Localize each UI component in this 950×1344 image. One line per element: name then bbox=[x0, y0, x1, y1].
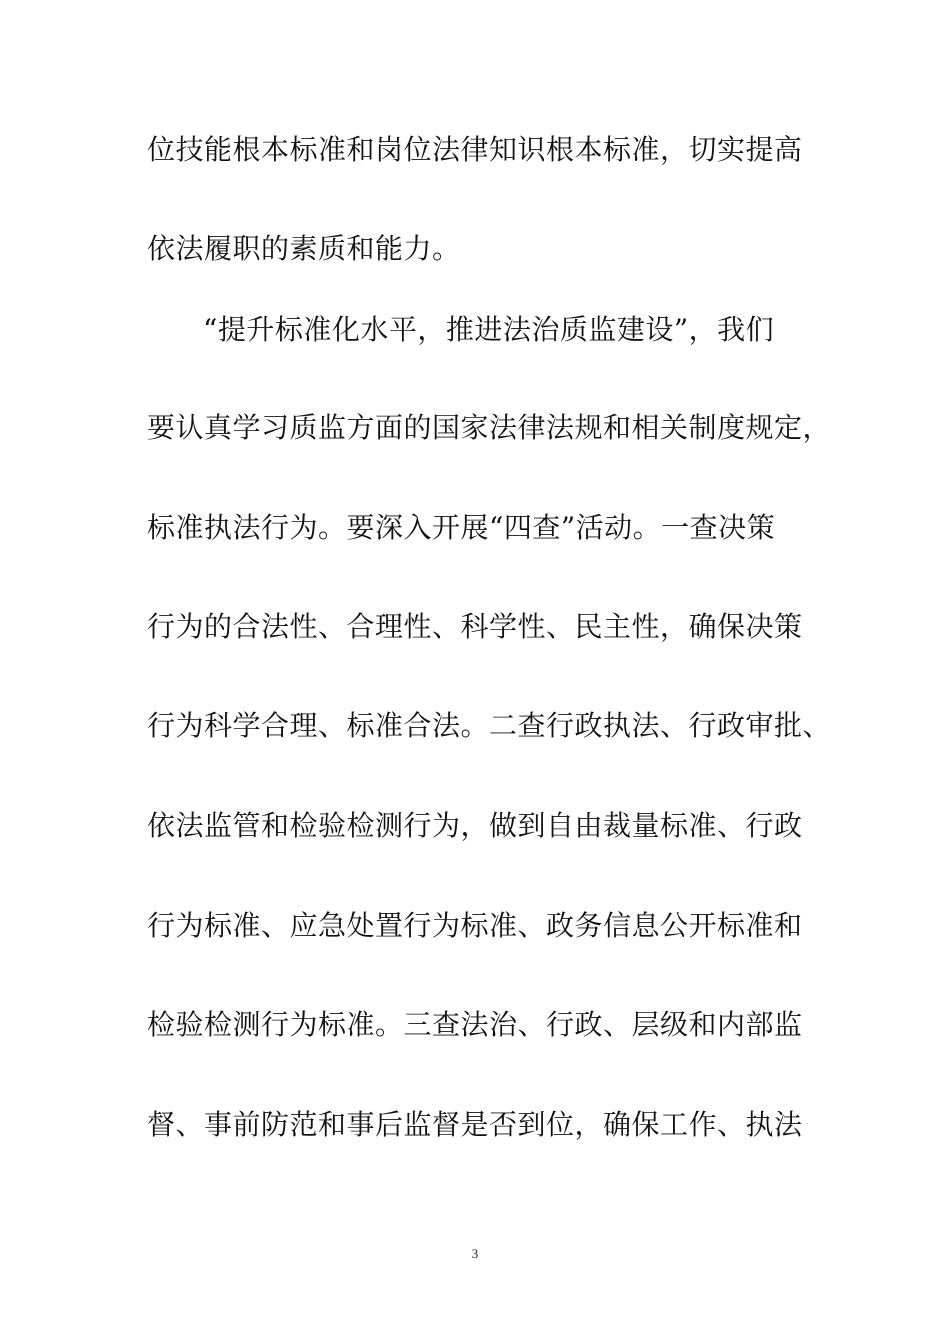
text-line-2: 依法履职的素质和能力。 bbox=[147, 232, 461, 265]
text-line-7: 行为科学合理、标准合法。二查行政执法、行政审批、 bbox=[147, 709, 832, 742]
text-line-5: 标准执法行为。要深入开展“四查”活动。一查决策 bbox=[147, 511, 776, 544]
text-line-11: 督、事前防范和事后监督是否到位，确保工作、执法 bbox=[147, 1108, 803, 1141]
text-line-9: 行为标准、应急处置行为标准、政务信息公开标准和 bbox=[147, 909, 803, 942]
text-line-3: “提升标准化水平，推进法治质监建设”，我们 bbox=[203, 313, 775, 346]
text-line-8: 依法监管和检验检测行为，做到自由裁量标准、行政 bbox=[147, 809, 803, 842]
text-line-4: 要认真学习质监方面的国家法律法规和相关制度规定， bbox=[147, 411, 832, 444]
text-line-1: 位技能根本标准和岗位法律知识根本标准，切实提高 bbox=[147, 133, 803, 166]
text-line-10: 检验检测行为标准。三查法治、行政、层级和内部监 bbox=[147, 1008, 803, 1041]
page-number: 3 bbox=[471, 1246, 479, 1261]
text-line-6: 行为的合法性、合理性、科学性、民主性，确保决策 bbox=[147, 610, 803, 643]
